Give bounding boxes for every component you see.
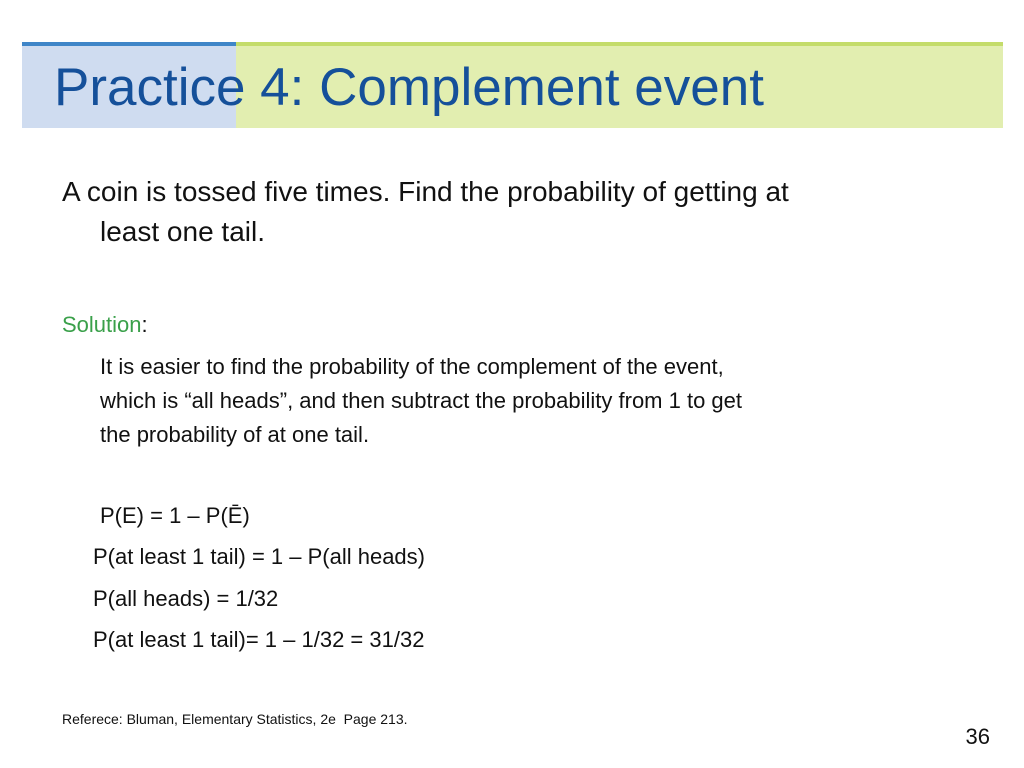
solution-heading bbox=[62, 310, 148, 340]
question-line-1: A coin is tossed five times. Find the probability of getting at bbox=[62, 176, 789, 207]
title-banner bbox=[22, 42, 1003, 128]
formula-complement-rule: P(E) = 1 – P(Ē) bbox=[100, 503, 250, 528]
formula-at-least-one-tail: P(at least 1 tail) = 1 – P(all heads) bbox=[93, 544, 425, 569]
formula-all-heads: P(all heads) = 1/32 bbox=[93, 586, 279, 611]
question-text bbox=[62, 172, 982, 252]
solution-explanation bbox=[100, 350, 980, 452]
explanation-line-2: which is “all heads”, and then subtract the probability from 1 to get bbox=[100, 388, 743, 413]
formula-result: P(at least 1 tail)= 1 – 1/32 = 31/32 bbox=[93, 627, 425, 652]
page-number: 36 bbox=[965, 724, 990, 749]
slide-title: Practice 4: Complement event bbox=[54, 58, 764, 117]
solution-colon: : bbox=[141, 312, 148, 337]
explanation-line-3: the probability of at one tail. bbox=[100, 422, 370, 447]
explanation-line-1: It is easier to find the probability of the complement of the event, bbox=[100, 354, 724, 379]
solution-label: Solution bbox=[62, 312, 142, 337]
question-line-2: least one tail. bbox=[100, 216, 265, 247]
reference-note: Referece: Bluman, Elementary Statistics, 2e Page 213. bbox=[62, 711, 408, 727]
